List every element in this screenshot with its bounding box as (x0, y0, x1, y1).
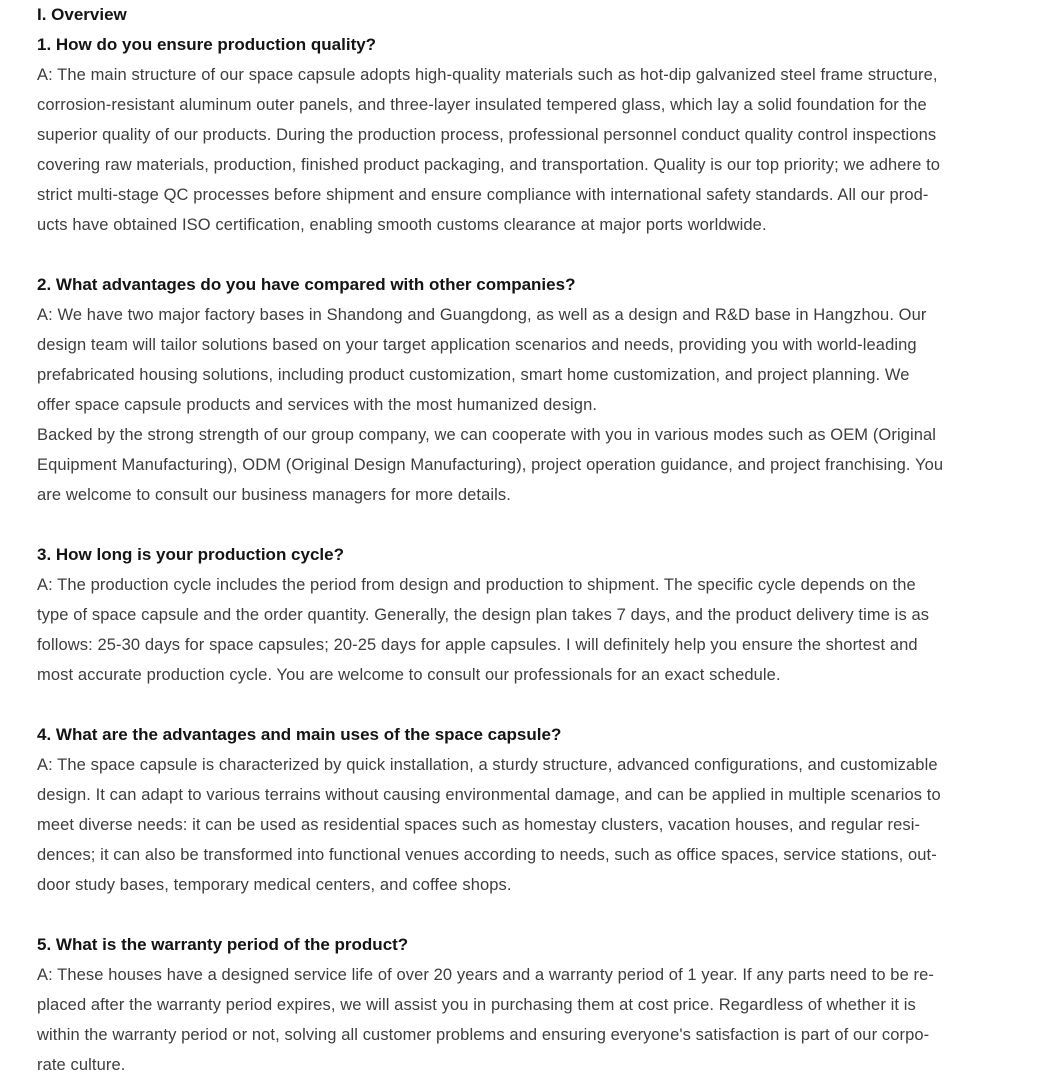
answer-line: type of space capsule and the order quantity. Generally, the design plan takes 7 days, and the product delivery time is as (37, 606, 930, 624)
faq-section (37, 720, 1037, 900)
answer-line: design team will tailor solutions based on your target application scenarios and needs, providing you with world-leading (37, 336, 917, 354)
answer-line: strict multi-stage QC processes before shipment and ensure compliance with international safety standards. All our prod- (37, 186, 929, 204)
answer-line: Equipment Manufacturing), ODM (Original Design Manufacturing), project operation guidance, and project franchising. You (37, 456, 944, 474)
faq-section (37, 30, 1037, 240)
answer-line: placed after the warranty period expires, we will assist you in purchasing them at cost price. Regardless of whether it is (37, 996, 916, 1014)
answer-block (37, 570, 1037, 690)
answer-line: A: The main structure of our space capsule adopts high-quality materials such as hot-dip galvanized steel frame structure, (37, 66, 938, 84)
answer-line: corrosion-resistant aluminum outer panels, and three-layer insulated tempered glass, which lay a solid foundation for the (37, 96, 927, 114)
answer-line: design. It can adapt to various terrains without causing environmental damage, and can be applied in multiple scenarios to (37, 786, 941, 804)
faq-sections (37, 30, 1037, 1080)
answer-block (37, 300, 1037, 510)
question-heading: 4. What are the advantages and main uses of the space capsule? (37, 725, 562, 744)
answer-line: most accurate production cycle. You are welcome to consult our professionals for an exact schedule. (37, 666, 781, 684)
answer-line: A: These houses have a designed service life of over 20 years and a warranty period of 1 year. If any parts need to be re- (37, 966, 934, 984)
answer-block (37, 60, 1037, 240)
answer-line: rate culture. (37, 1056, 126, 1074)
question-heading: 3. How long is your production cycle? (37, 545, 344, 564)
answer-line: offer space capsule products and services with the most humanized design. (37, 396, 598, 414)
answer-line: are welcome to consult our business managers for more details. (37, 486, 511, 504)
answer-line: door study bases, temporary medical centers, and coffee shops. (37, 876, 512, 894)
answer-line: A: The space capsule is characterized by quick installation, a sturdy structure, advanced configurations, and customizable (37, 756, 938, 774)
answer-line: dences; it can also be transformed into functional venues according to needs, such as office spaces, service stations, out- (37, 846, 937, 864)
question-heading: 1. How do you ensure production quality? (37, 35, 377, 54)
faq-section (37, 930, 1037, 1080)
answer-line: meet diverse needs: it can be used as residential spaces such as homestay clusters, vacation houses, and regular resi- (37, 816, 921, 834)
answer-block (37, 750, 1037, 900)
answer-line: follows: 25-30 days for space capsules; 20-25 days for apple capsules. I will definitely help you ensure the shortest and (37, 636, 918, 654)
faq-section (37, 270, 1037, 510)
answer-block (37, 960, 1037, 1080)
answer-line: covering raw materials, production, finished product packaging, and transportation. Quality is our top priority; we adhere to (37, 156, 941, 174)
answer-line: A: The production cycle includes the period from design and production to shipment. The specific cycle depends on the (37, 576, 916, 594)
answer-line: A: We have two major factory bases in Shandong and Guangdong, as well as a design and R&D base in Hangzhou. Our (37, 306, 927, 324)
question-heading: 2. What advantages do you have compared with other companies? (37, 275, 576, 294)
answer-line: within the warranty period or not, solving all customer problems and ensuring everyone's satisfaction is part of our corpo- (37, 1026, 930, 1044)
faq-section (37, 540, 1037, 690)
document-title: I. Overview (37, 5, 127, 24)
question-heading: 5. What is the warranty period of the product? (37, 935, 409, 954)
answer-line: Backed by the strong strength of our group company, we can cooperate with you in various modes such as OEM (Original (37, 426, 937, 444)
answer-line: prefabricated housing solutions, including product customization, smart home customization, and project planning. We (37, 366, 910, 384)
answer-line: ucts have obtained ISO certification, enabling smooth customs clearance at major ports worldwide. (37, 216, 767, 234)
answer-line: superior quality of our products. During the production process, professional personnel conduct quality control inspections (37, 126, 937, 144)
